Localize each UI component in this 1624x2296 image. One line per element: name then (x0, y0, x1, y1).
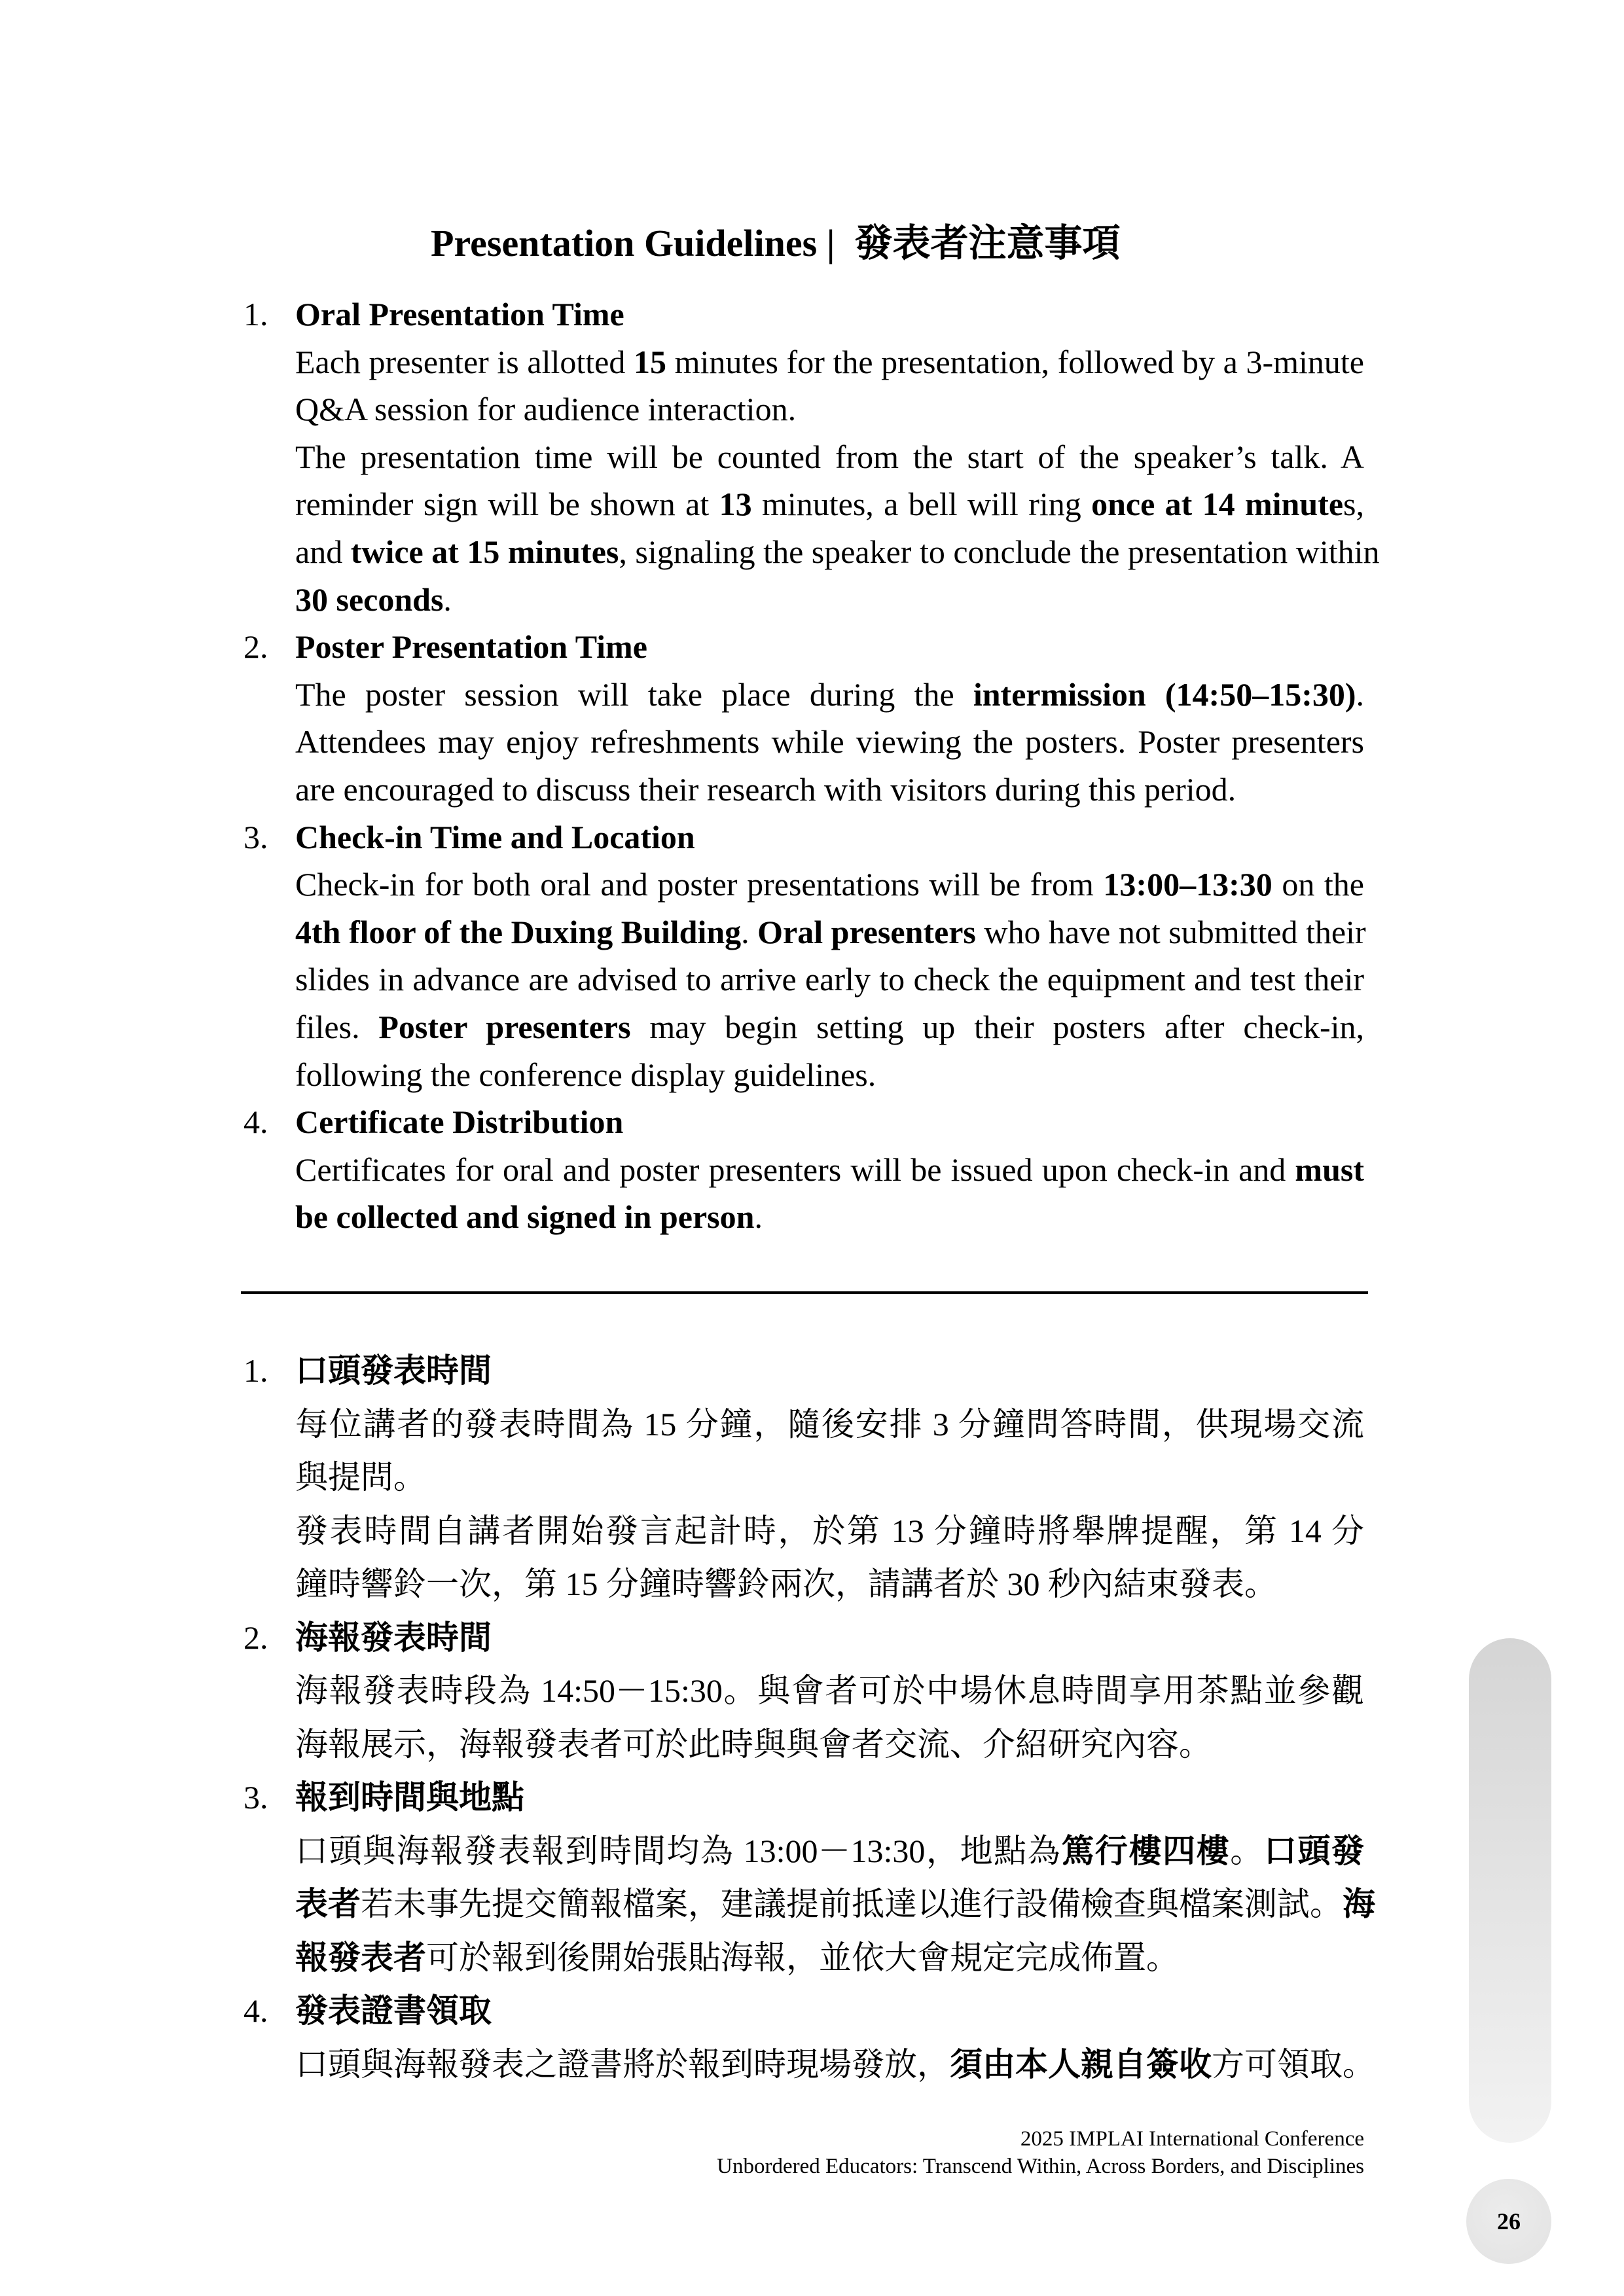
text-line (295, 766, 1364, 814)
emphasis-text: 篤行樓四樓 (1061, 1832, 1231, 1869)
emphasis-text: twice at 15 minutes (350, 533, 619, 570)
text-line (295, 433, 1364, 481)
body-text: 。 (1230, 1832, 1264, 1869)
guideline-item (244, 1984, 1375, 2091)
item-heading: Poster Presentation Time (295, 628, 647, 666)
body-text: 若未事先提交簡報檔案，建議提前抵達以進行設備檢查與檔案測試。 (361, 1886, 1343, 1922)
item-heading-line (244, 291, 1364, 338)
item-heading: 報到時間與地點 (295, 1779, 524, 1816)
text-line (295, 861, 1364, 908)
paragraph (295, 2038, 1375, 2092)
text-line (295, 338, 1364, 386)
item-number: 1. (244, 296, 268, 332)
item-number: 4. (244, 1103, 268, 1141)
item-heading-line (244, 1344, 1364, 1398)
guideline-item (244, 623, 1364, 813)
text-line (295, 1878, 1375, 1931)
body-text: reminder sign will be shown at (295, 486, 719, 523)
paragraph (295, 433, 1380, 623)
guideline-item (244, 1771, 1375, 1984)
item-heading-line (244, 1611, 1364, 1665)
body-text: 口頭與海報發表之證書將於報到時現場發放， (295, 2045, 950, 2083)
emphasis-text: must (1295, 1151, 1364, 1188)
text-line (295, 1051, 1364, 1099)
body-text: may begin setting up their posters after check-in, (630, 1008, 1364, 1045)
emphasis-text: Oral presenters (757, 913, 976, 950)
text-line (295, 2038, 1375, 2092)
paragraph (295, 1505, 1364, 1611)
body-text: . (443, 581, 452, 618)
page-number-badge (1466, 2179, 1551, 2264)
guideline-item (244, 1098, 1364, 1241)
paragraph (295, 1825, 1375, 1985)
body-text: minutes, a bell will ring (751, 486, 1092, 523)
body-text: The presentation time will be counted from the start of the speaker’s talk. A (295, 438, 1364, 475)
text-line (295, 1451, 1364, 1505)
paragraph (295, 338, 1364, 433)
item-heading: Oral Presentation Time (295, 296, 624, 332)
paragraph (295, 1398, 1364, 1505)
text-line (295, 1718, 1364, 1772)
emphasis-text: 報發表者 (295, 1939, 426, 1976)
paragraph (295, 1664, 1364, 1771)
text-line (295, 718, 1364, 766)
item-heading: Check-in Time and Location (295, 818, 695, 855)
body-text: The poster session will take place during the (295, 675, 973, 713)
text-line (295, 480, 1364, 528)
emphasis-text: intermission (14:50–15:30) (973, 675, 1356, 713)
body-text: who have not submitted their (975, 913, 1366, 950)
body-text: Attendees may enjoy refreshments while viewing the posters. Poster presenters (295, 723, 1364, 761)
page-title (431, 221, 1121, 266)
item-heading: 口頭發表時間 (295, 1352, 492, 1389)
item-heading-line (244, 1984, 1364, 2038)
emphasis-text: 須由本人親自簽收 (950, 2045, 1212, 2083)
text-line (295, 1825, 1364, 1878)
text-line (295, 576, 1364, 624)
body-text: following the conference display guidelines. (295, 1056, 876, 1093)
page-number: 26 (1497, 2208, 1521, 2234)
item-number: 2. (244, 628, 268, 666)
body-text: . (754, 1198, 763, 1236)
body-text: . (741, 913, 758, 950)
text-line (295, 1146, 1364, 1194)
item-number: 4. (244, 1992, 268, 2029)
body-text: 每位講者的發表時間為 15 分鐘，隨後安排 3 分鐘問答時間，供現場交流 (295, 1405, 1364, 1443)
item-heading-line (244, 1098, 1364, 1146)
emphasis-text: 口頭發 (1263, 1832, 1365, 1869)
side-tab-decoration (1469, 1638, 1551, 2143)
item-number: 1. (244, 1352, 268, 1389)
text-line (295, 1664, 1364, 1718)
emphasis-text: 海 (1343, 1886, 1375, 1922)
emphasis-text: 15 (633, 343, 666, 380)
footer (717, 2125, 1364, 2180)
emphasis-text: 30 seconds (295, 581, 444, 618)
body-text: minutes for the presentation, followed by a 3-minute (666, 343, 1364, 380)
body-text: 方可領取。 (1212, 2045, 1375, 2083)
paragraph (295, 1146, 1364, 1241)
body-text: , signaling the speaker to conclude the presentation within (619, 533, 1380, 570)
text-line (295, 1398, 1364, 1452)
item-number: 3. (244, 1779, 268, 1816)
emphasis-text: 表者 (295, 1886, 361, 1922)
item-number: 2. (244, 1619, 268, 1656)
body-text: files. (295, 1008, 379, 1045)
body-text: s, (1343, 486, 1364, 523)
item-number: 3. (244, 818, 268, 855)
page-title-chinese: 發表者注意事項 (854, 222, 1121, 264)
item-heading-line (244, 623, 1364, 671)
emphasis-text: 4th floor of the Duxing Building (295, 913, 742, 950)
text-line (295, 1193, 1364, 1241)
item-heading: Certificate Distribution (295, 1103, 624, 1141)
guideline-item (244, 291, 1380, 623)
guideline-item (244, 1344, 1364, 1611)
section-divider (241, 1291, 1368, 1294)
body-text: slides in advance are advised to arrive early to check the equipment and test their (295, 961, 1364, 998)
body-text: are encouraged to discuss their research with visitors during this period. (295, 770, 1236, 808)
emphasis-text: once at 14 minute (1091, 486, 1344, 523)
body-text: 可於報到後開始張貼海報，並依大會規定完成佈置。 (426, 1939, 1179, 1976)
item-heading: 發表證書領取 (295, 1992, 492, 2029)
body-text: Q&A session for audience interaction. (295, 391, 797, 428)
body-text: . (1356, 675, 1364, 713)
body-text: 發表時間自講者開始發言起計時，於第 13 分鐘時將舉牌提醒，第 14 分 (295, 1512, 1364, 1549)
text-line (295, 386, 1364, 433)
item-heading: 海報發表時間 (295, 1619, 492, 1656)
footer-conference-name: 2025 IMPLAI International Conference (1020, 2127, 1364, 2151)
text-line (295, 1505, 1364, 1558)
item-heading-line (244, 1771, 1364, 1825)
item-heading-line (244, 814, 1364, 861)
emphasis-text: Poster presenters (378, 1008, 631, 1045)
emphasis-text: 13 (719, 486, 752, 523)
footer-conference-theme: Unbordered Educators: Transcend Within, Across Borders, and Disciplines (717, 2155, 1364, 2178)
body-text: 與提問。 (295, 1459, 426, 1496)
body-text: and (295, 533, 351, 570)
emphasis-text: be collected and signed in person (295, 1198, 755, 1236)
english-guidelines (244, 291, 1380, 1241)
paragraph (295, 671, 1364, 814)
text-line (295, 1931, 1364, 1985)
body-text: Certificates for oral and poster presenters will be issued upon check-in and (295, 1151, 1295, 1188)
paragraph (295, 861, 1364, 1098)
body-text: 海報發表時段為 14:50－15:30。與會者可於中場休息時間享用茶點並參觀 (295, 1672, 1364, 1709)
text-line (295, 908, 1364, 956)
body-text: Check-in for both oral and poster presentations will be from (295, 866, 1104, 903)
page-title-english: Presentation Guidelines | (431, 222, 835, 264)
body-text: on the (1272, 866, 1364, 903)
text-line (295, 956, 1364, 1003)
body-text: 鐘時響鈴一次，第 15 分鐘時響鈴兩次，請講者於 30 秒內結束發表。 (295, 1566, 1277, 1602)
emphasis-text: 13:00–13:30 (1103, 866, 1272, 903)
text-line (295, 671, 1364, 719)
guideline-item (244, 1611, 1364, 1772)
body-text: 海報展示，海報發表者可於此時與與會者交流、介紹研究內容。 (295, 1725, 1212, 1763)
body-text: Each presenter is allotted (295, 343, 634, 380)
text-line (295, 1558, 1364, 1611)
chinese-guidelines (244, 1344, 1375, 2091)
text-line (295, 528, 1380, 576)
guideline-item (244, 814, 1366, 1099)
text-line (295, 1003, 1364, 1051)
body-text: 口頭與海報發表報到時間均為 13:00－13:30，地點為 (295, 1832, 1062, 1869)
